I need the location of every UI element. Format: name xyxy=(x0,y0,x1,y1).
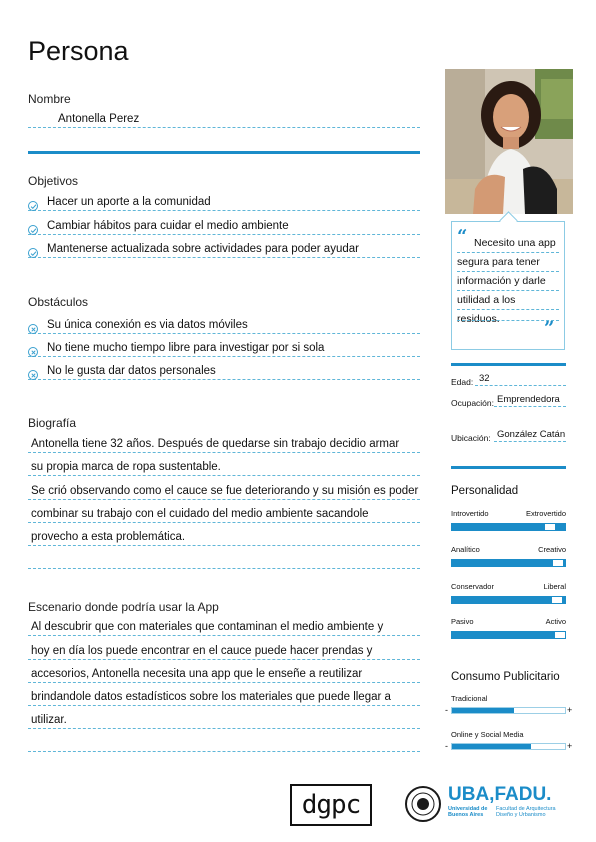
dgpc-logo-text: dgpc xyxy=(301,790,361,820)
nombre-value: Antonella Perez xyxy=(58,113,140,125)
trait-right-label: Extrovertido xyxy=(525,509,566,518)
escenario-line-text: Al descubrir que con materiales que contaminan el medio ambiente y xyxy=(31,621,384,633)
x-circle-icon xyxy=(28,324,38,334)
quote-line xyxy=(457,234,559,253)
consumo-row xyxy=(445,730,573,754)
trait-knob xyxy=(544,523,556,531)
check-circle-icon xyxy=(28,201,38,211)
biografia-line xyxy=(28,531,420,546)
escenario-line-text: accesorios, Antonella necesita una app que le enseñe a reutilizar xyxy=(31,668,363,680)
trait-left-label: Introvertido xyxy=(451,509,489,518)
trait-row xyxy=(451,582,566,606)
page-title: Persona xyxy=(28,36,129,66)
profile-divider xyxy=(451,363,566,366)
consumo-bar-fill xyxy=(452,708,514,713)
minus-label: - xyxy=(445,705,448,715)
trait-right-label: Liberal xyxy=(543,582,566,591)
consumo-item-label: Tradicional xyxy=(451,694,488,703)
biografia-line-text: combinar su trabajo con el cuidado del medio ambiente sacandole xyxy=(31,508,369,520)
quote-line-text: información y darle xyxy=(457,275,546,287)
trait-slider xyxy=(451,596,566,604)
objetivo-text: Cambiar hábitos para cuidar el medio ambiente xyxy=(47,220,289,232)
escenario-line xyxy=(28,714,420,729)
escenario-line xyxy=(28,645,420,660)
biografia-line-text: provecho a esta problemática. xyxy=(31,531,186,543)
trait-knob xyxy=(554,631,566,639)
plus-label: + xyxy=(567,705,573,715)
quote-line-text: Necesito una app xyxy=(474,237,556,249)
trait-knob xyxy=(552,559,564,567)
trait-row xyxy=(451,545,566,569)
obstaculo-text: No tiene mucho tiempo libre para investigar por si sola xyxy=(47,342,325,354)
plus-label: + xyxy=(567,741,573,751)
escenario-line xyxy=(28,621,420,636)
objetivo-item xyxy=(28,196,420,211)
obstaculo-item xyxy=(28,342,420,357)
quote-line-text: utilidad a los residuos. xyxy=(457,294,516,325)
biografia-line xyxy=(28,508,420,523)
ubicacion-value: González Catán xyxy=(497,429,566,440)
trait-right-label: Activo xyxy=(545,617,566,626)
uba-seal-icon xyxy=(405,786,441,822)
uba-logo-text: UBA,FADU. xyxy=(448,784,552,805)
x-circle-icon xyxy=(28,370,38,380)
consumo-item-label: Online y Social Media xyxy=(451,730,524,739)
obstaculos-label: Obstáculos xyxy=(28,295,89,309)
objetivo-item xyxy=(28,220,420,235)
biografia-line xyxy=(28,438,420,453)
trait-knob xyxy=(551,596,563,604)
persona-photo xyxy=(445,69,573,214)
ubicacion-field xyxy=(494,429,566,442)
edad-value: 32 xyxy=(479,373,490,384)
consumo-bar xyxy=(451,707,566,714)
quote-line xyxy=(457,272,559,291)
personalidad-label: Personalidad xyxy=(451,485,519,497)
consumo-bar-fill xyxy=(452,744,531,749)
x-circle-icon xyxy=(28,347,38,357)
quote-open-icon: “ xyxy=(457,226,468,247)
edad-field xyxy=(475,373,566,386)
trait-row xyxy=(451,617,566,641)
biografia-line-text: Se crió observando como el cauce se fue deteriorando y su misión es poder xyxy=(31,485,419,497)
ocupacion-value: Emprendedora xyxy=(497,394,560,405)
escenario-line-text: utilizar. xyxy=(31,714,67,726)
check-circle-icon xyxy=(28,248,38,258)
trait-slider xyxy=(451,559,566,567)
escenario-line-text: hoy en día los puede encontrar en el cauce puede hacer prendas y xyxy=(31,645,373,657)
trait-slider xyxy=(451,631,566,639)
escenario-label: Escenario donde podría usar la App xyxy=(28,600,219,614)
objetivos-label: Objetivos xyxy=(28,174,79,188)
obstaculo-item xyxy=(28,319,420,334)
objetivo-text: Hacer un aporte a la comunidad xyxy=(47,196,211,208)
consumo-row xyxy=(445,694,573,718)
biografia-line xyxy=(28,461,420,476)
escenario-line xyxy=(28,668,420,683)
minus-label: - xyxy=(445,741,448,751)
objetivo-text: Mantenerse actualizada sobre actividades para poder ayudar xyxy=(47,243,359,255)
obstaculo-text: Su única conexión es via datos móviles xyxy=(47,319,248,331)
quote-line xyxy=(457,291,559,325)
profile-divider xyxy=(451,466,566,469)
ubicacion-label: Ubicación: xyxy=(451,433,491,443)
objetivo-item xyxy=(28,243,420,258)
dgpc-logo xyxy=(290,784,372,826)
trait-right-label: Creativo xyxy=(538,545,566,554)
quote-card xyxy=(451,221,565,350)
biografia-line-text: Antonella tiene 32 años. Después de quedarse sin trabajo decidio armar xyxy=(31,438,400,450)
escenario-line-text: brindandole datos estadísticos sobre los materiales que puede llegar a xyxy=(31,691,391,703)
ocupacion-label: Ocupación: xyxy=(451,398,494,408)
quote-close-icon: ” xyxy=(544,318,555,339)
consumo-bar xyxy=(451,743,566,750)
section-divider xyxy=(28,151,420,154)
quote-line xyxy=(457,253,559,272)
biografia-line-text: su propia marca de ropa sustentable. xyxy=(31,461,221,473)
ocupacion-field xyxy=(494,394,566,407)
nombre-label: Nombre xyxy=(28,92,71,106)
obstaculo-text: No le gusta dar datos personales xyxy=(47,365,216,377)
biografia-line xyxy=(28,485,420,500)
escenario-line xyxy=(28,691,420,706)
biografia-line-empty xyxy=(28,554,420,569)
nombre-field xyxy=(28,112,420,128)
trait-left-label: Pasivo xyxy=(451,617,474,626)
uba-sub2: Facultad de Arquitectura Diseño y Urbanismo xyxy=(496,806,556,818)
trait-row xyxy=(451,509,566,533)
trait-slider xyxy=(451,523,566,531)
quote-line-text: segura para tener xyxy=(457,256,540,268)
check-circle-icon xyxy=(28,225,38,235)
escenario-line-empty xyxy=(28,737,420,752)
obstaculo-item xyxy=(28,365,420,380)
biografia-label: Biografía xyxy=(28,416,77,430)
uba-sub1: Universidad de Buenos Aires xyxy=(448,806,488,818)
trait-left-label: Analítico xyxy=(451,545,480,554)
consumo-label: Consumo Publicitario xyxy=(451,671,560,683)
trait-left-label: Conservador xyxy=(451,582,494,591)
edad-label: Edad: xyxy=(451,377,474,387)
